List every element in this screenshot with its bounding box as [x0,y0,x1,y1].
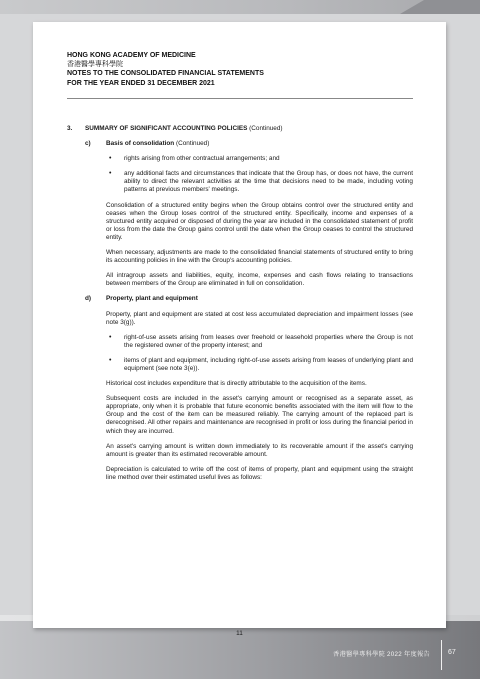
list-item [106,357,413,373]
org-name: HONG KONG ACADEMY OF MEDICINE [67,52,196,59]
list-item-text: items of plant and equipment, including right-of-use assets arising from leases of underlying plant and equipment (see note 3(e)). [124,356,413,372]
paragraph: Depreciation is calculated to write off the cost of items of property, plant and equipment using the straight line method over their estimated useful lives as follows: [106,465,413,481]
paragraph: All intragroup assets and liabilities, equity, income, expenses and cash flows relating to transactions between members of the Group are eliminated in full on consolidation. [106,272,413,288]
subsection-label: d) [85,295,92,303]
bullet-icon: • [109,155,112,163]
footer-report-title: 香港醫學專科學院 2022 年度報告 [333,651,430,658]
list-item-text: any additional facts and circumstances that indicate that the Group has, or does not have, the current ability to direct the relevant activities at the time that decisions need to be made, including voting patterns at previous members' meetings. [124,170,413,194]
subsection-title: Basis of consolidation [106,140,175,148]
bullet-icon: • [109,356,112,364]
paragraph: When necessary, adjustments are made to the consolidated financial statements of structured entity to bring its accounting policies in line with the Group's accounting policies. [106,249,413,265]
paragraph: Historical cost includes expenditure that is directly attributable to the acquisition of the items. [106,380,367,388]
inner-page-number: 11 [236,630,243,637]
paragraph: Consolidation of a structured entity begins when the Group obtains control over the structured entity and ceases when the Group loses control of the structured entity. Specifically, income and expenses of a structured entity acquired or disposed of during the year are included in the consolidated statement of profit or loss from the date the Group gains control until the date when the Group ceases to control the structured entity. [106,201,413,241]
footer-page-number: 67 [448,649,456,656]
document-page [33,22,446,637]
bullet-icon: • [109,333,112,341]
subsection-title: Property, plant and equipment [106,295,198,303]
subsection-heading-c [85,140,413,148]
subsection-label: c) [85,140,91,148]
list-item [106,334,413,350]
section-heading [67,125,413,133]
bullet-icon: • [109,170,112,178]
org-name-chinese: 香港醫學專科學院 [67,61,123,69]
footer-divider [441,640,442,670]
section-number: 3. [67,125,73,132]
paragraph: An asset's carrying amount is written down immediately to its recoverable amount if the asset's carrying amount is greater than its estimated recoverable amount. [106,442,413,458]
paragraph: Subsequent costs are included in the asset's carrying amount or recognised as a separate asset, as appropriate, only when it is probable that future economic benefits associated with the item will flow to the Group and the cost of the item can be measured reliably. The carrying amount of the replaced part is derecognised. All other repairs and maintenance are recognised in profit or loss during the financial period in which they are incurred. [106,395,413,435]
list-item [106,155,413,163]
statement-period: FOR THE YEAR ENDED 31 DECEMBER 2021 [67,79,215,87]
subsection-continued: (Continued) [175,140,210,148]
page-header [67,51,417,88]
document-body [67,125,413,489]
section-title: SUMMARY OF SIGNIFICANT ACCOUNTING POLICIES [85,125,248,132]
list-item-text: right-of-use assets arising from leases over freehold or leasehold properties where the Group is not the registered owner of the property interest; and [124,333,413,349]
subsection-heading-d [85,295,413,303]
section-continued: (Continued) [249,125,283,132]
paragraph: Property, plant and equipment are stated at cost less accumulated depreciation and impairment losses (see note 3(g)). [106,310,413,326]
list-item-text: rights arising from other contractual arrangements; and [124,155,280,163]
statement-title: NOTES TO THE CONSOLIDATED FINANCIAL STATEMENTS [67,70,264,78]
header-divider [67,98,413,99]
list-item [106,170,413,194]
